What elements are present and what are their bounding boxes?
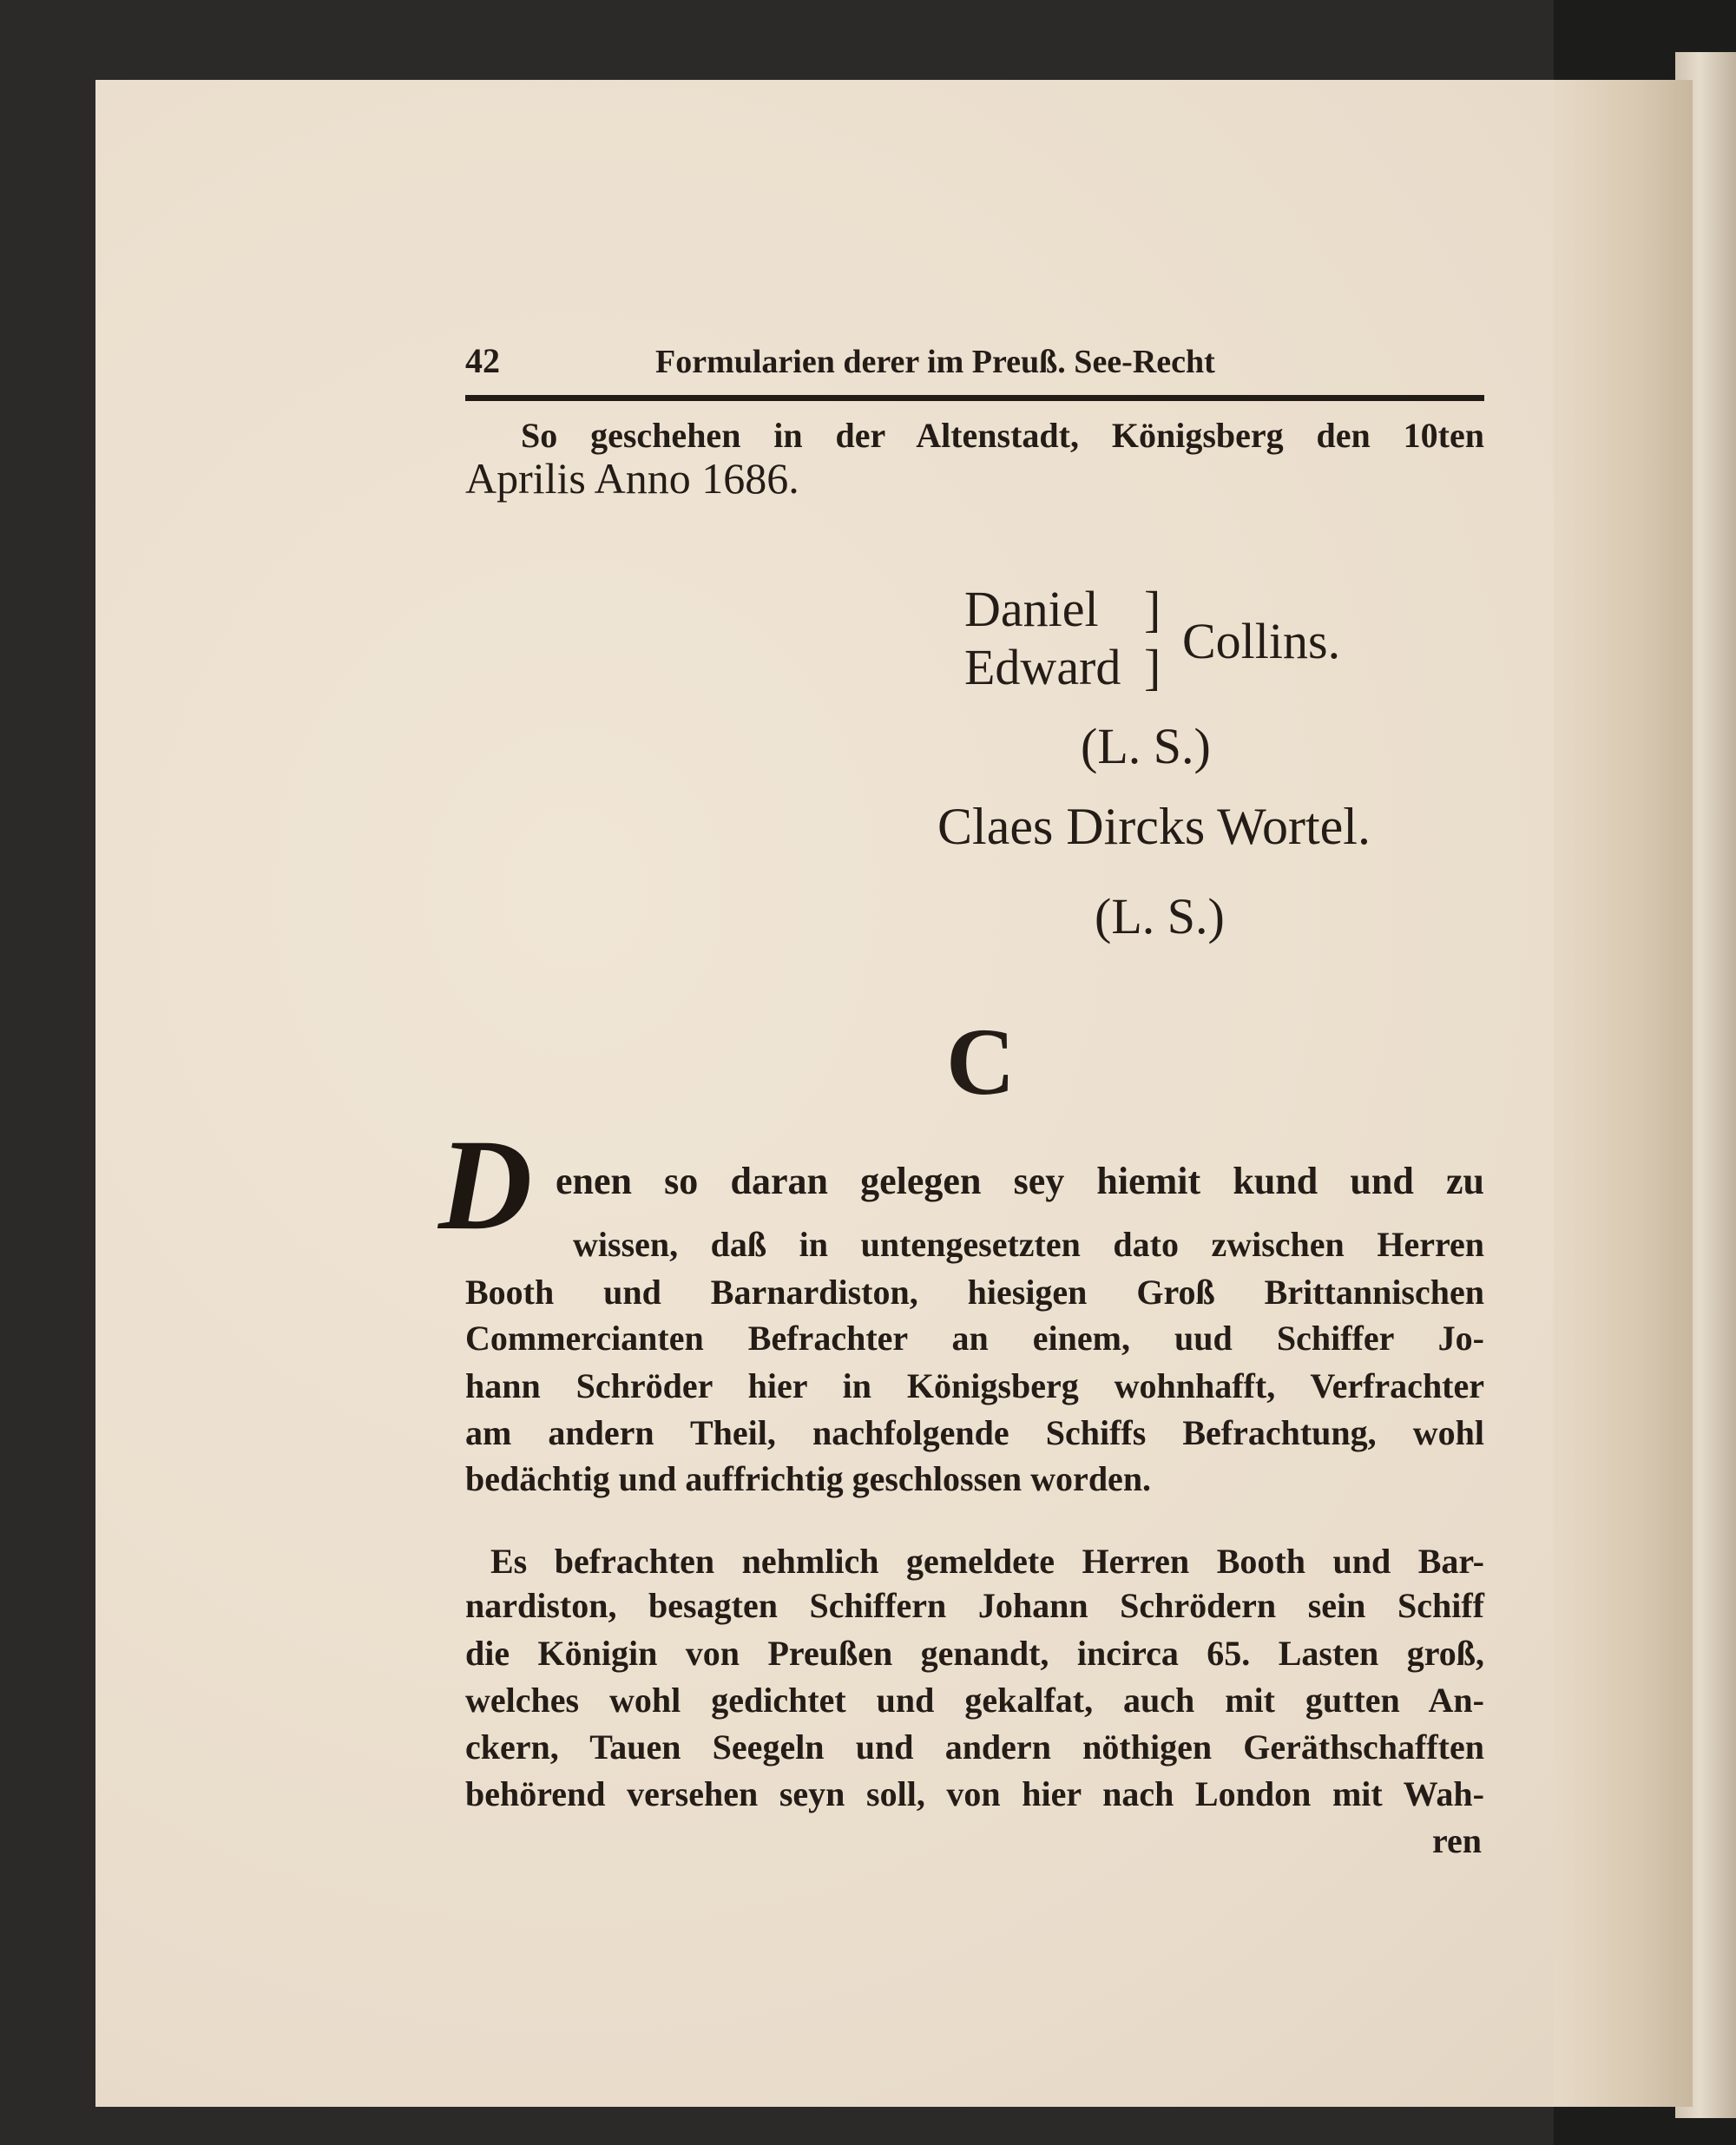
closing-line: So geschehen in der Altenstadt, Königsberg den 10ten xyxy=(521,416,1484,455)
text-line: Es befrachten nehmlich gemeldete Herren Booth und Bar- xyxy=(490,1542,1484,1581)
text-line: welches wohl gedichtet und gekalfat, auch mit gutten An- xyxy=(465,1681,1484,1720)
signature-given-name: Edward xyxy=(964,639,1121,695)
page-number: 42 xyxy=(465,341,500,380)
drop-cap: D xyxy=(438,1113,533,1257)
text-line: bedächtig und auffrichtig geschlossen worden. xyxy=(465,1459,1152,1498)
page-gutter xyxy=(1554,80,1693,2107)
text-line: die Königin von Preußen genandt, incirca 65. Lasten groß, xyxy=(465,1634,1485,1673)
seal-mark: (L. S.) xyxy=(1081,718,1211,774)
text-line: nardiston, besagten Schiffern Johann Schrödern sein Schiff xyxy=(465,1586,1484,1625)
signature-name: Claes Dircks Wortel. xyxy=(937,798,1371,855)
text-line: hann Schröder hier in Königsberg wohnhafft, Verfrachter xyxy=(465,1366,1485,1405)
text-line: Booth und Barnardiston, hiesigen Groß Brittannischen xyxy=(465,1273,1485,1312)
text-line: ckern, Tauen Seegeln und andern nöthigen Geräthschafften xyxy=(465,1727,1484,1767)
signature-bracket: ] xyxy=(1144,639,1161,695)
section-letter: C xyxy=(946,1009,1016,1115)
signature-surname: Collins. xyxy=(1182,613,1341,669)
signature-given-name: Daniel xyxy=(964,581,1099,637)
catchword: ren xyxy=(1432,1821,1483,1860)
running-title: Formularien derer im Preuß. See-Recht xyxy=(655,344,1215,380)
text-line: enen so daran gelegen sey hiemit kund und zu xyxy=(556,1160,1485,1202)
text-line: am andern Theil, nachfolgende Schiffs Befrachtung, wohl xyxy=(465,1413,1484,1452)
text-line: behörend versehen seyn soll, von hier nach London mit Wah- xyxy=(465,1774,1484,1813)
header-rule xyxy=(465,395,1484,401)
text-line: Commercianten Befrachter an einem, uud Schiffer Jo- xyxy=(465,1319,1484,1358)
signature-bracket: ] xyxy=(1144,581,1161,637)
closing-date: Aprilis Anno 1686. xyxy=(465,454,799,503)
text-line: wissen, daß in untengesetzten dato zwischen Herren xyxy=(573,1225,1484,1264)
seal-mark: (L. S.) xyxy=(1095,888,1225,944)
